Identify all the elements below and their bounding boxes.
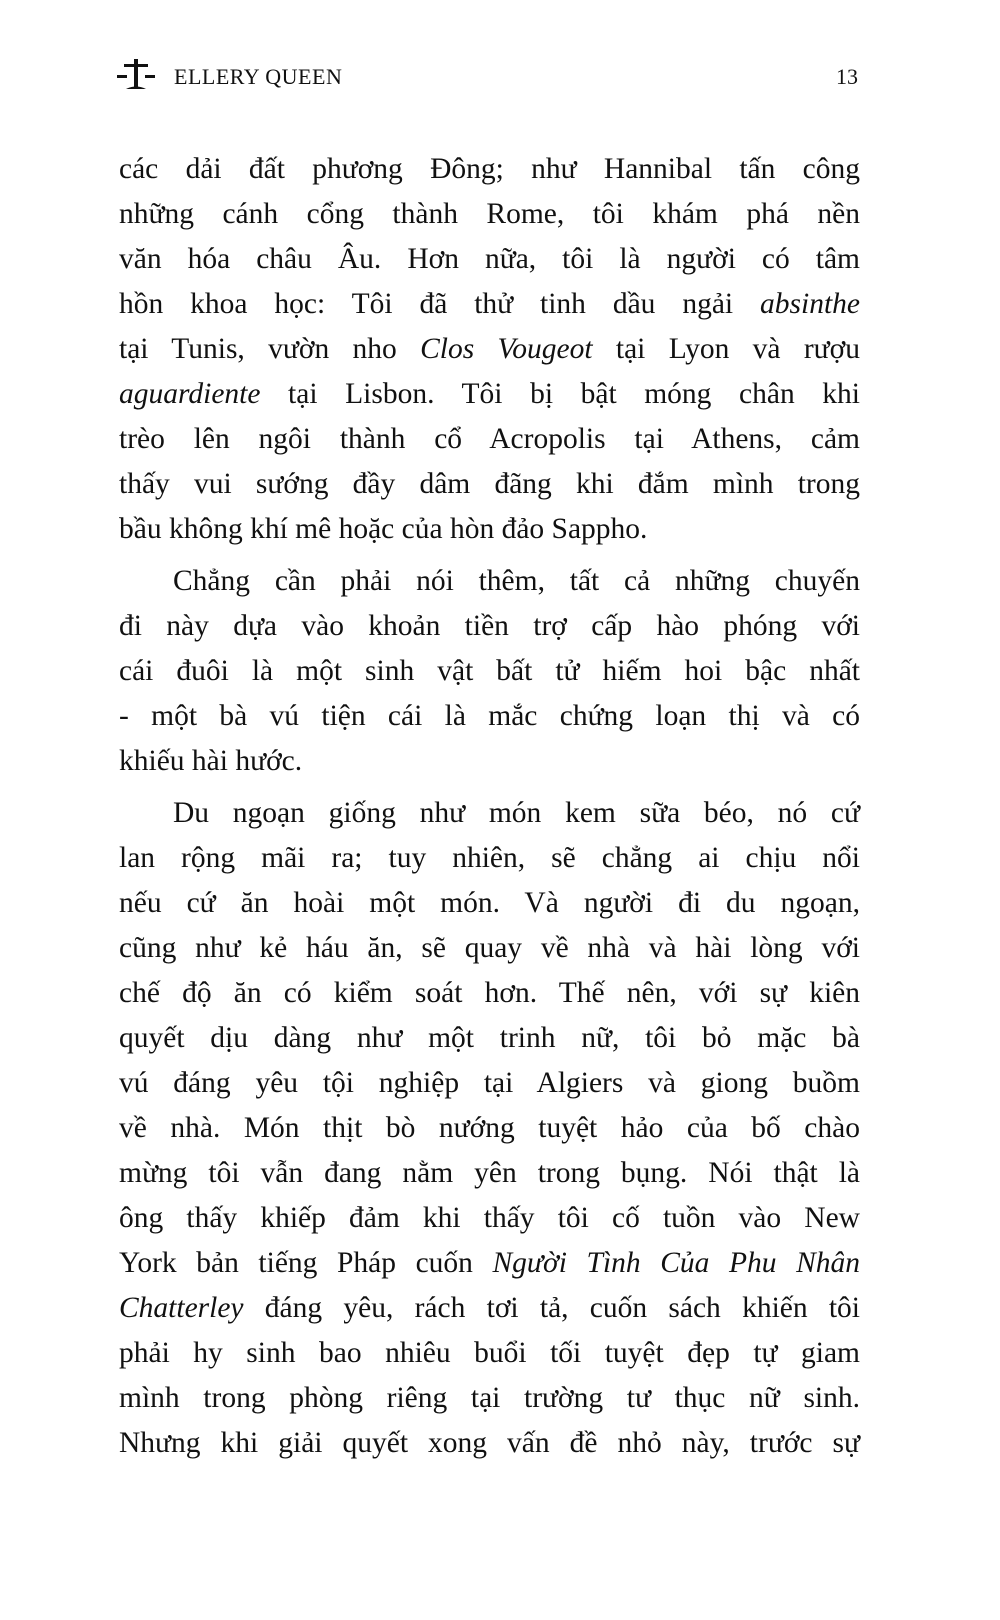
text-segment: mừng tôi vẫn đang nằm yên trong bụng. Nói thật là: [119, 1157, 860, 1189]
text-segment: - một bà vú tiện cái là mắc chứng loạn thị và có: [119, 700, 860, 732]
text-line: [119, 694, 860, 739]
text-segment: văn hóa châu Âu. Hơn nữa, tôi là người có tâm: [119, 243, 860, 275]
text-segment: mình trong phòng riêng tại trường tư thục nữ sinh.: [119, 1382, 860, 1414]
author-name: ELLERY QUEEN: [174, 64, 343, 89]
text-line: [119, 604, 860, 649]
text-segment: tại Lisbon. Tôi bị bật móng chân khi: [260, 378, 860, 410]
page-number: 13: [836, 64, 858, 89]
text-segment: ông thấy khiếp đảm khi thấy tôi cố tuồn vào New: [119, 1202, 860, 1234]
text-segment: cũng như kẻ háu ăn, sẽ quay về nhà và hài lòng với: [119, 932, 860, 964]
text-line: [119, 1286, 860, 1331]
text-line: [119, 1196, 860, 1241]
text-line: [119, 507, 860, 552]
text-line: [119, 192, 860, 237]
text-line: [119, 926, 860, 971]
paragraph: [119, 791, 860, 1466]
text-line: [119, 971, 860, 1016]
text-segment: phải hy sinh bao nhiêu buổi tối tuyệt đẹp tự giam: [119, 1337, 860, 1369]
text-line: [119, 649, 860, 694]
text-line: [119, 282, 860, 327]
text-line: [119, 881, 860, 926]
text-segment: cái đuôi là một sinh vật bất tử hiếm hoi bậc nhất: [119, 655, 860, 687]
text-segment: tại Lyon và rượu: [592, 333, 860, 365]
text-line: [119, 372, 860, 417]
text-segment: về nhà. Món thịt bò nướng tuyệt hảo của bố chào: [119, 1112, 860, 1144]
text-segment: đáng yêu, rách tơi tả, cuốn sách khiến tôi: [243, 1292, 860, 1324]
text-line: [119, 1106, 860, 1151]
text-segment: trèo lên ngôi thành cổ Acropolis tại Athens, cảm: [119, 423, 860, 455]
text-line: [119, 147, 860, 192]
text-segment: Du ngoạn giống như món kem sữa béo, nó cứ: [173, 797, 860, 829]
text-segment: đi này dựa vào khoản tiền trợ cấp hào phóng với: [119, 610, 860, 642]
text-segment: chế độ ăn có kiểm soát hơn. Thế nên, với sự kiên: [119, 977, 860, 1009]
italic-text: absinthe: [760, 288, 860, 320]
text-line: [119, 1421, 860, 1466]
text-line: [119, 559, 860, 604]
text-line: [119, 1241, 860, 1286]
text-line: [119, 1331, 860, 1376]
running-header: [116, 58, 860, 94]
italic-text: Clos Vougeot: [420, 333, 593, 365]
paragraph: [119, 559, 860, 784]
text-segment: Nhưng khi giải quyết xong vấn đề nhỏ này, trước sự: [119, 1427, 860, 1459]
text-segment: bầu không khí mê hoặc của hòn đảo Sappho.: [119, 513, 648, 545]
text-line: [119, 417, 860, 462]
italic-text: Chatterley: [119, 1292, 244, 1324]
text-segment: vú đáng yêu tội nghiệp tại Algiers và giong buồm: [119, 1067, 860, 1099]
text-segment: khiếu hài hước.: [119, 745, 303, 777]
text-segment: thấy vui sướng đầy dâm đãng khi đắm mình trong: [119, 468, 860, 500]
text-line: [119, 791, 860, 836]
text-line: [119, 1016, 860, 1061]
scales-of-justice-icon: [116, 58, 156, 92]
paragraph: [119, 147, 860, 552]
text-segment: tại Tunis, vườn nho: [119, 333, 421, 365]
text-line: [119, 739, 860, 784]
text-line: [119, 1376, 860, 1421]
text-line: [119, 462, 860, 507]
text-line: [119, 237, 860, 282]
text-segment: hồn khoa học: Tôi đã thử tinh dầu ngải: [119, 288, 761, 320]
text-segment: quyết dịu dàng như một trinh nữ, tôi bỏ mặc bà: [119, 1022, 860, 1054]
text-line: [119, 836, 860, 881]
text-segment: nếu cứ ăn hoài một món. Và người đi du ngoạn,: [119, 887, 860, 919]
text-segment: những cánh cổng thành Rome, tôi khám phá nền: [119, 198, 860, 230]
text-line: [119, 1151, 860, 1196]
body-text: [119, 147, 860, 1466]
italic-text: Người Tình Của Phu Nhân: [492, 1247, 860, 1279]
text-segment: Chẳng cần phải nói thêm, tất cả những chuyến: [173, 565, 860, 597]
italic-text: aguardiente: [119, 378, 261, 410]
text-segment: các dải đất phương Đông; như Hannibal tấn công: [119, 153, 860, 185]
text-line: [119, 1061, 860, 1106]
text-segment: lan rộng mãi ra; tuy nhiên, sẽ chẳng ai chịu nổi: [119, 842, 860, 874]
text-segment: York bản tiếng Pháp cuốn: [119, 1247, 493, 1279]
text-line: [119, 327, 860, 372]
